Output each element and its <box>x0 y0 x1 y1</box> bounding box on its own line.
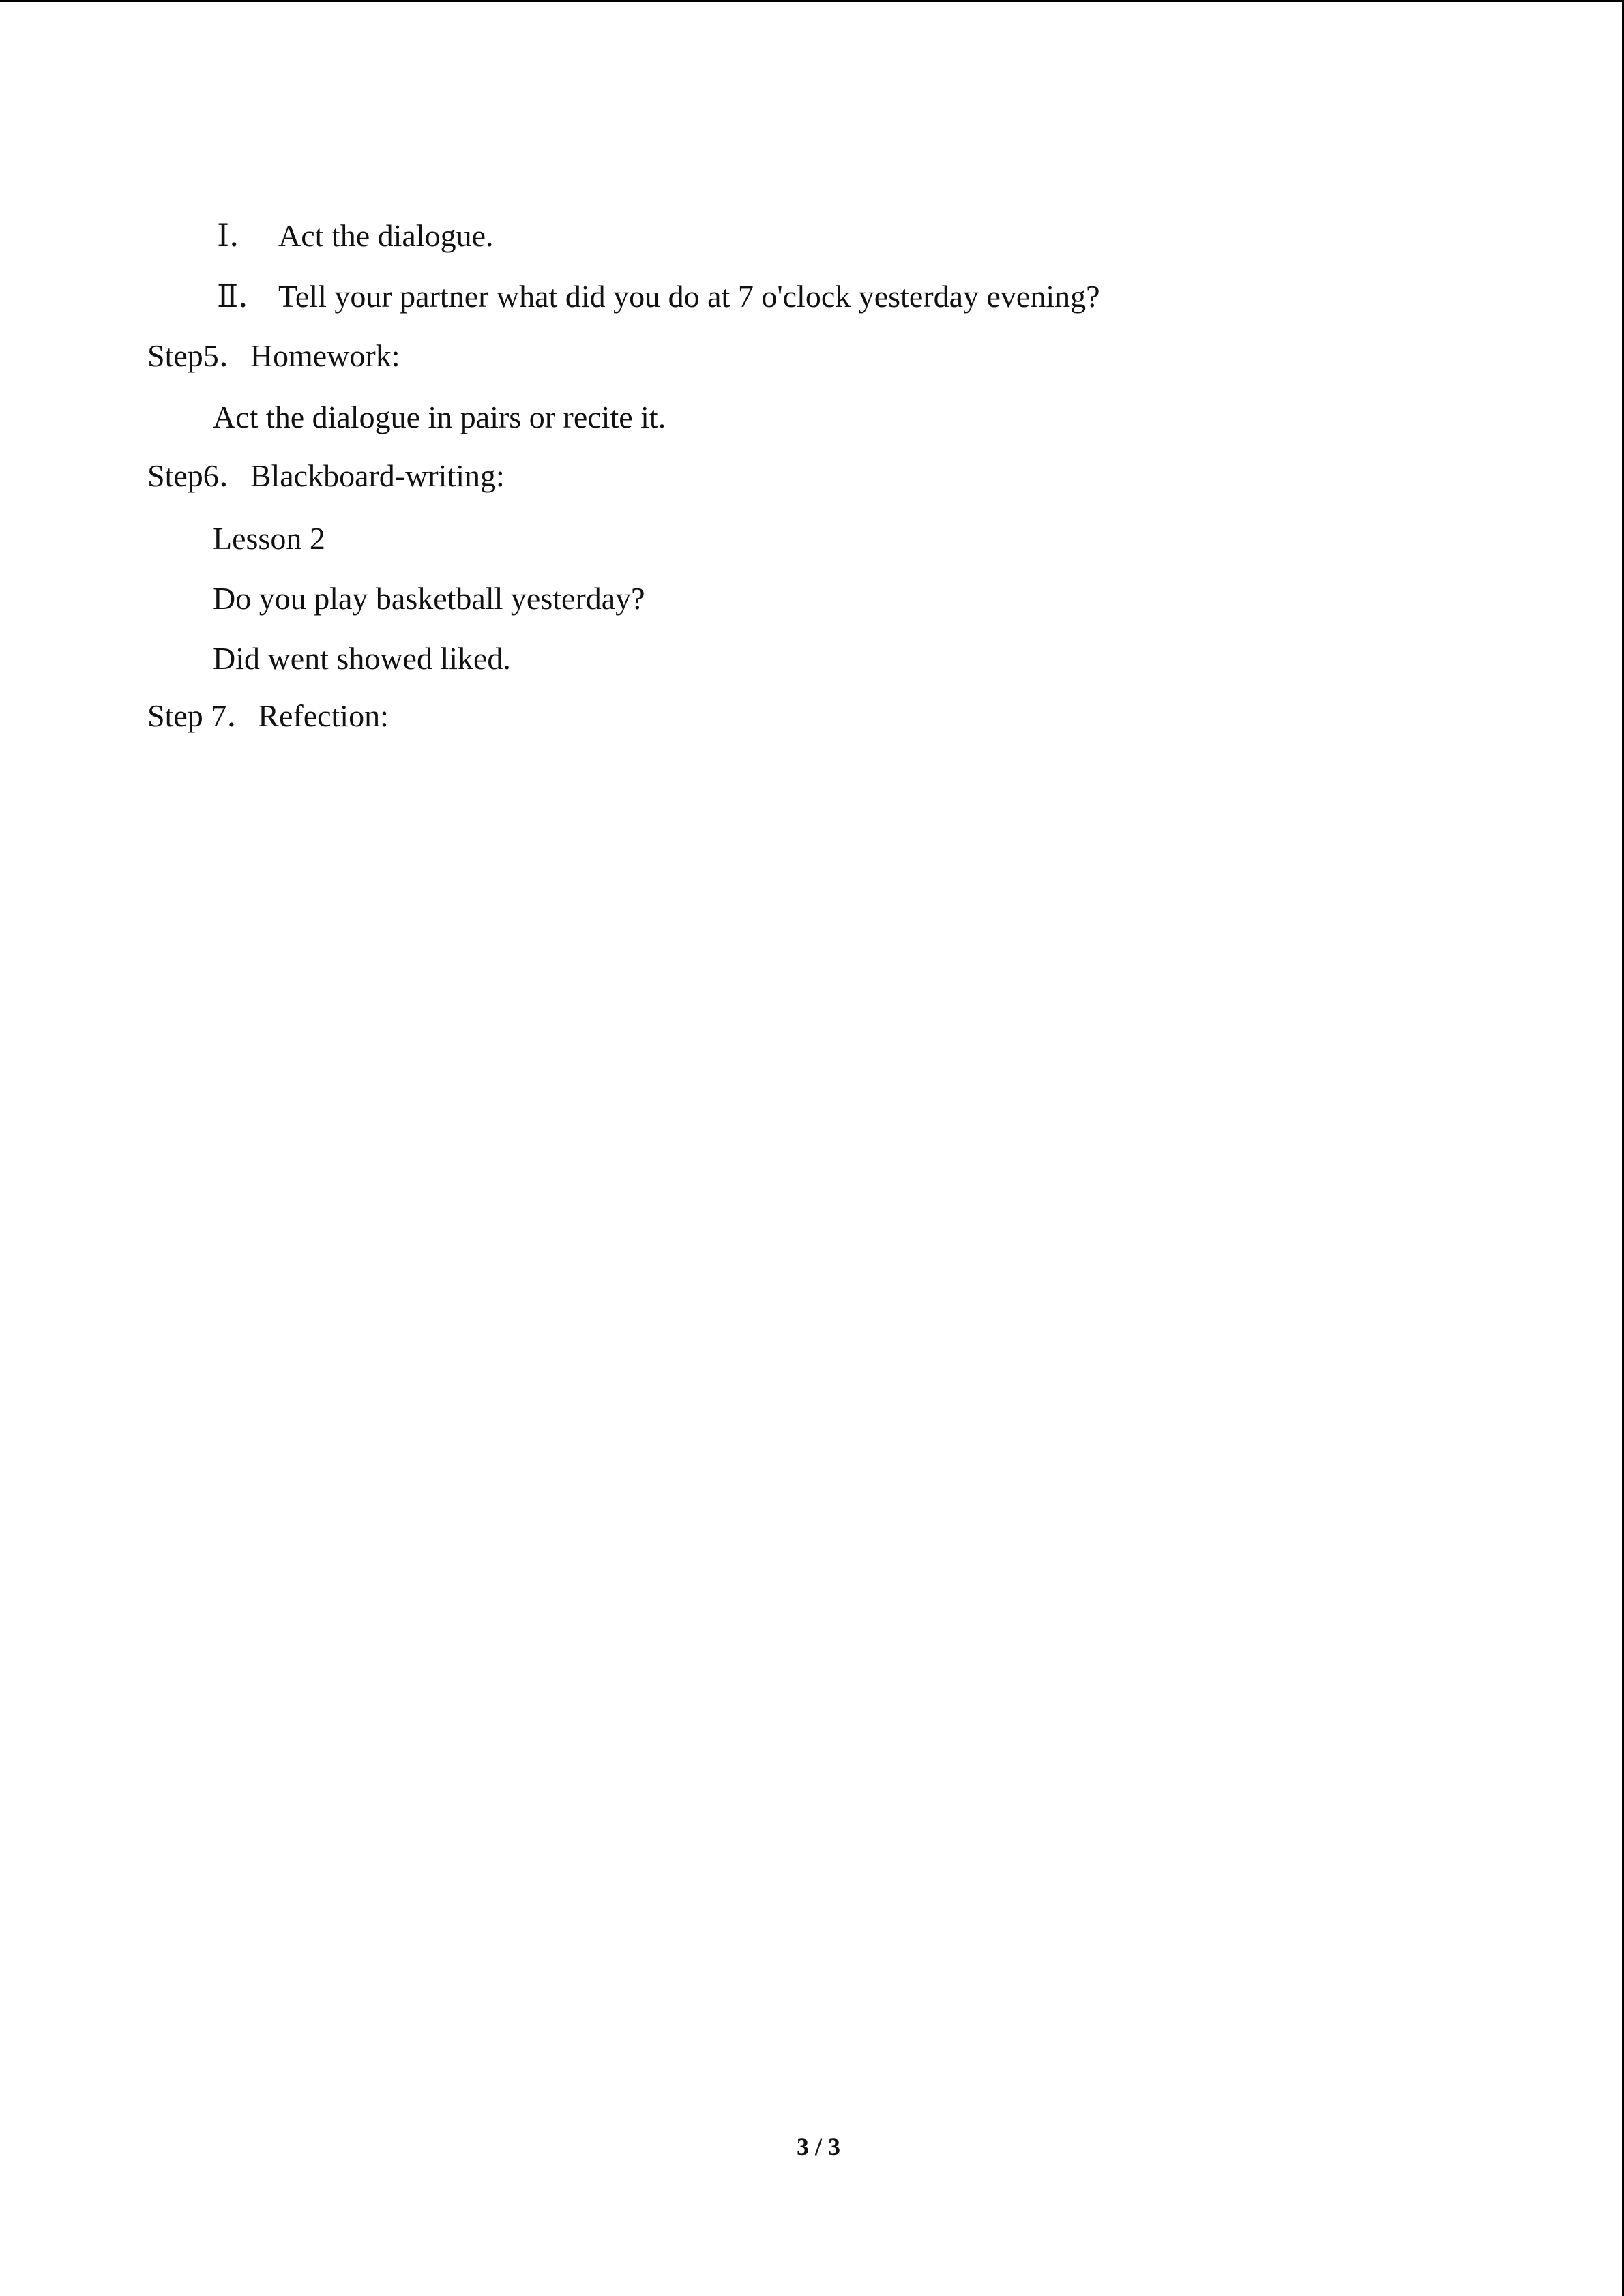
step5-heading: Step5．Homework: <box>147 338 400 373</box>
numbered-item-2 <box>217 278 1100 316</box>
roman-numeral-1: Ⅰ． <box>217 218 261 253</box>
step6-heading: Step6．Blackboard-writing: <box>147 458 505 493</box>
item-2-text: Tell your partner what did you do at 7 o'clock yesterday evening? <box>278 279 1100 314</box>
item-1-text: Act the dialogue. <box>278 218 494 253</box>
page-top-border <box>0 0 1624 2</box>
numbered-item-1 <box>217 217 494 255</box>
blackboard-line-3: Did went showed liked. <box>213 641 511 676</box>
page-number: 3 / 3 <box>796 2133 840 2160</box>
blackboard-line-2: Do you play basketball yesterday? <box>213 581 645 616</box>
roman-numeral-2: Ⅱ． <box>217 279 270 314</box>
homework-text: Act the dialogue in pairs or recite it. <box>213 400 666 434</box>
blackboard-line-1: Lesson 2 <box>213 521 325 556</box>
step7-heading: Step 7．Refection: <box>147 698 389 733</box>
